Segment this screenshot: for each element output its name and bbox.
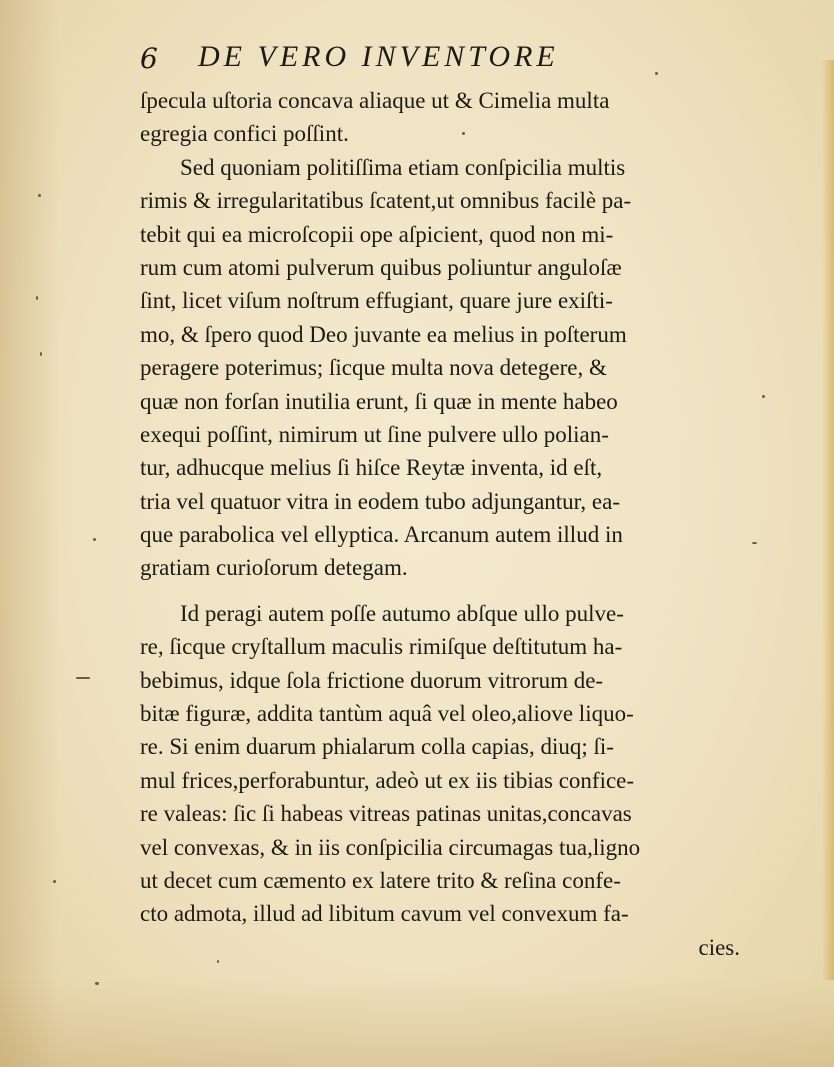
text-line: mo, & ſpero quod Deo juvante ea melius in poſterum [140,321,627,347]
page-stain-left [0,0,60,1067]
text-line: bitæ figuræ, addita tantùm aquâ vel oleo,aliove liquo- [140,701,634,727]
ink-speck [40,352,42,356]
text-line: vel convexas, & in iis conſpicilia circumagas tua,ligno [140,834,641,860]
text-line: ſint, licet viſum noſtrum effugiant, quare jure exiſti- [140,288,613,314]
body-text [140,84,740,964]
text-line: exequi poſſint, nimirum ut ſine pulvere ullo polian- [140,421,609,447]
text-line: tria vel quatuor vitra in eodem tubo adjungantur, ea- [140,488,621,514]
text-line: re, ſicque cryſtallum maculis rimiſque deſtitutum ha- [140,634,623,660]
text-line: quæ non forſan inutilia erunt, ſi quæ in mente habeo [140,388,618,414]
text-line-last: cies. [698,934,740,960]
page-number: 6 [140,42,158,75]
ink-speck [462,132,465,135]
paragraph-1 [140,84,740,151]
text-line: egregia confici poſſint. [140,121,349,147]
text-line: gratiam curioſorum detegam. [140,555,408,581]
ink-speck [38,194,41,197]
text-line: re valeas: ſic ſi habeas vitreas patinas unitas,concavas [140,801,632,827]
text-line: bebimus, idque ſola frictione duorum vitrorum de- [140,667,604,693]
text-line: tur, adhucque melius ſi hiſce Reytæ inventa, id eſt, [140,455,603,481]
ink-speck [752,542,757,544]
text-line: ſpecula uſtoria concava aliaque ut & Cimelia multa [140,88,610,113]
ink-speck [655,72,658,75]
ink-speck [762,395,765,398]
ink-speck [36,296,38,300]
text-line: cto admota, illud ad libitum cavum vel convexum fa- [140,901,629,927]
text-line: mul frices,perforabuntur, adeò ut ex iis tibias confice- [140,767,635,793]
text-line: tebit qui ea microſcopii ope aſpicient, quod non mi- [140,221,614,247]
page-stain-bottom [0,977,834,1067]
text-line: re. Si enim duarum phialarum colla capias, diuq; ſi- [140,734,614,760]
ink-speck [95,982,99,985]
ink-speck [217,960,219,963]
text-line: Sed quoniam politiſſima etiam conſpicilia multis [180,154,626,180]
text-line: rum cum atomi pulverum quibus poliuntur anguloſæ [140,254,622,280]
paragraph-3 [140,597,740,964]
ink-speck [53,880,56,883]
ink-speck [76,677,90,679]
paragraph-gap [140,585,740,597]
paragraph-2 [140,151,740,585]
page-edge-right [822,60,834,980]
text-line: que parabolica vel ellyptica. Arcanum autem illud in [140,522,623,548]
text-line: ut decet cum cæmento ex latere trito & reſina confe- [140,867,621,893]
page-header [140,40,740,80]
text-line: rimis & irregularitatibus ſcatent,ut omnibus facilè pa- [140,188,632,214]
text-line: peragere poterimus; ſicque multa nova detegere, & [140,355,607,381]
ink-speck [93,538,96,541]
running-title: DE VERO INVENTORE [198,40,559,73]
text-line: Id peragi autem poſſe autumo abſque ullo pulve- [180,600,624,626]
